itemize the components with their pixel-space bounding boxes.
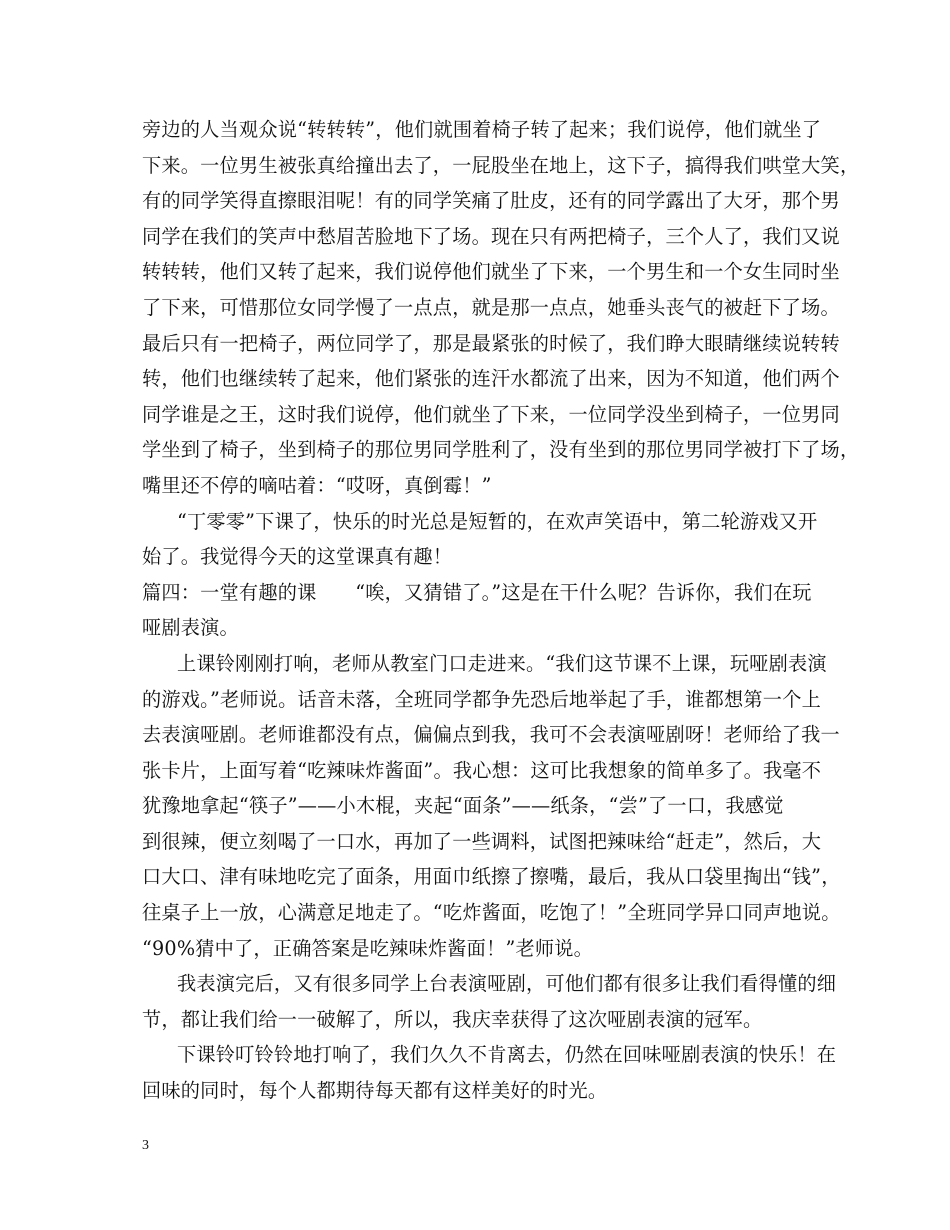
text-line-18: 去表演哑剧。老师谁都没有点，偏偏点到我，我可不会表演哑剧呀！老师给了我一 [142, 723, 840, 747]
text-line-17: 的游戏。”老师说。话音未落，全班同学都争先恐后地举起了手，谁都想第一个上 [142, 687, 821, 711]
text-line-12: “丁零零”下课了，快乐的时光总是短暂的，在欢声笑语中，第二轮游戏又开 [177, 509, 818, 533]
text-line-24: “90%猜中了，正确答案是吃辣味炸酱面！”老师说。 [142, 936, 594, 960]
text-line-2: 下来。一位男生被张真给撞出去了，一屁股坐在地上，这下子，搞得我们哄堂大笑， [142, 153, 860, 177]
text-line-16: 上课铃刚刚打响，老师从教室门口走进来。“我们这节课不上课，玩哑剧表演 [177, 651, 827, 675]
text-line-28: 回味的同时，每个人都期待每天都有这样美好的时光。 [142, 1079, 608, 1103]
text-line-5: 转转转，他们又转了起来，我们说停他们就坐了下来，一个男生和一个女生同时坐 [142, 260, 840, 284]
text-line-20: 犹豫地拿起“筷子”——小木棍，夹起“面条”——纸条，“尝”了一口，我感觉 [142, 794, 784, 818]
text-line-10: 学坐到了椅子，坐到椅子的那位男同学胜利了，没有坐到的那位男同学被打下了场， [142, 438, 860, 462]
text-line-9: 同学谁是之王，这时我们说停，他们就坐了下来，一位同学没坐到椅子，一位男同 [142, 402, 840, 426]
text-line-3: 有的同学笑得直擦眼泪呢！有的同学笑痛了肚皮，还有的同学露出了大牙，那个男 [142, 189, 840, 213]
page-number: 3 [142, 1138, 149, 1153]
text-line-26: 节，都让我们给一一破解了，所以，我庆幸获得了这次哑剧表演的冠军。 [142, 1007, 763, 1031]
text-line-21: 到很辣，便立刻喝了一口水，再加了一些调料，试图把辣味给“赶走”，然后，大 [142, 829, 822, 853]
text-line-27: 下课铃叮铃铃地打响了，我们久久不肯离去，仍然在回味哑剧表演的快乐！在 [177, 1043, 837, 1067]
text-line-8: 转，他们也继续转了起来，他们紧张的连汗水都流了出来，因为不知道，他们两个 [142, 367, 840, 391]
text-line-13: 始了。我觉得今天的这堂课真有趣！ [142, 545, 453, 569]
text-line-7: 最后只有一把椅子，两位同学了，那是最紧张的时候了，我们睁大眼睛继续说转转 [142, 331, 840, 355]
text-line-4: 同学在我们的笑声中愁眉苦脸地下了场。现在只有两把椅子，三个人了，我们又说 [142, 224, 840, 248]
text-line-22: 口大口、津有味地吃完了面条，用面巾纸擦了擦嘴，最后，我从口袋里掏出“钱”， [142, 865, 841, 889]
text-line-15: 哑剧表演。 [142, 616, 239, 640]
text-line-1: 旁边的人当观众说“转转转”，他们就围着椅子转了起来；我们说停，他们就坐了 [142, 118, 822, 141]
text-line-25: 我表演完后，又有很多同学上台表演哑剧，可他们都有很多让我们看得懂的细 [177, 972, 837, 996]
text-line-14: 篇四：一堂有趣的课 “唉，又猜错了。”这是在干什么呢？告诉你，我们在玩 [142, 580, 812, 604]
text-line-6: 了下来，可惜那位女同学慢了一点点，就是那一点点，她垂头丧气的被赶下了场。 [142, 295, 840, 319]
document-body [142, 112, 860, 1109]
text-line-23: 往桌子上一放，心满意足地走了。“吃炸酱面，吃饱了！”全班同学异口同声地说。 [142, 901, 841, 925]
text-line-11: 嘴里还不停的嘀咕着：“哎呀，真倒霉！” [142, 473, 492, 497]
text-line-19: 张卡片，上面写着“吃辣味炸酱面”。我心想：这可比我想象的简单多了。我毫不 [142, 758, 822, 782]
